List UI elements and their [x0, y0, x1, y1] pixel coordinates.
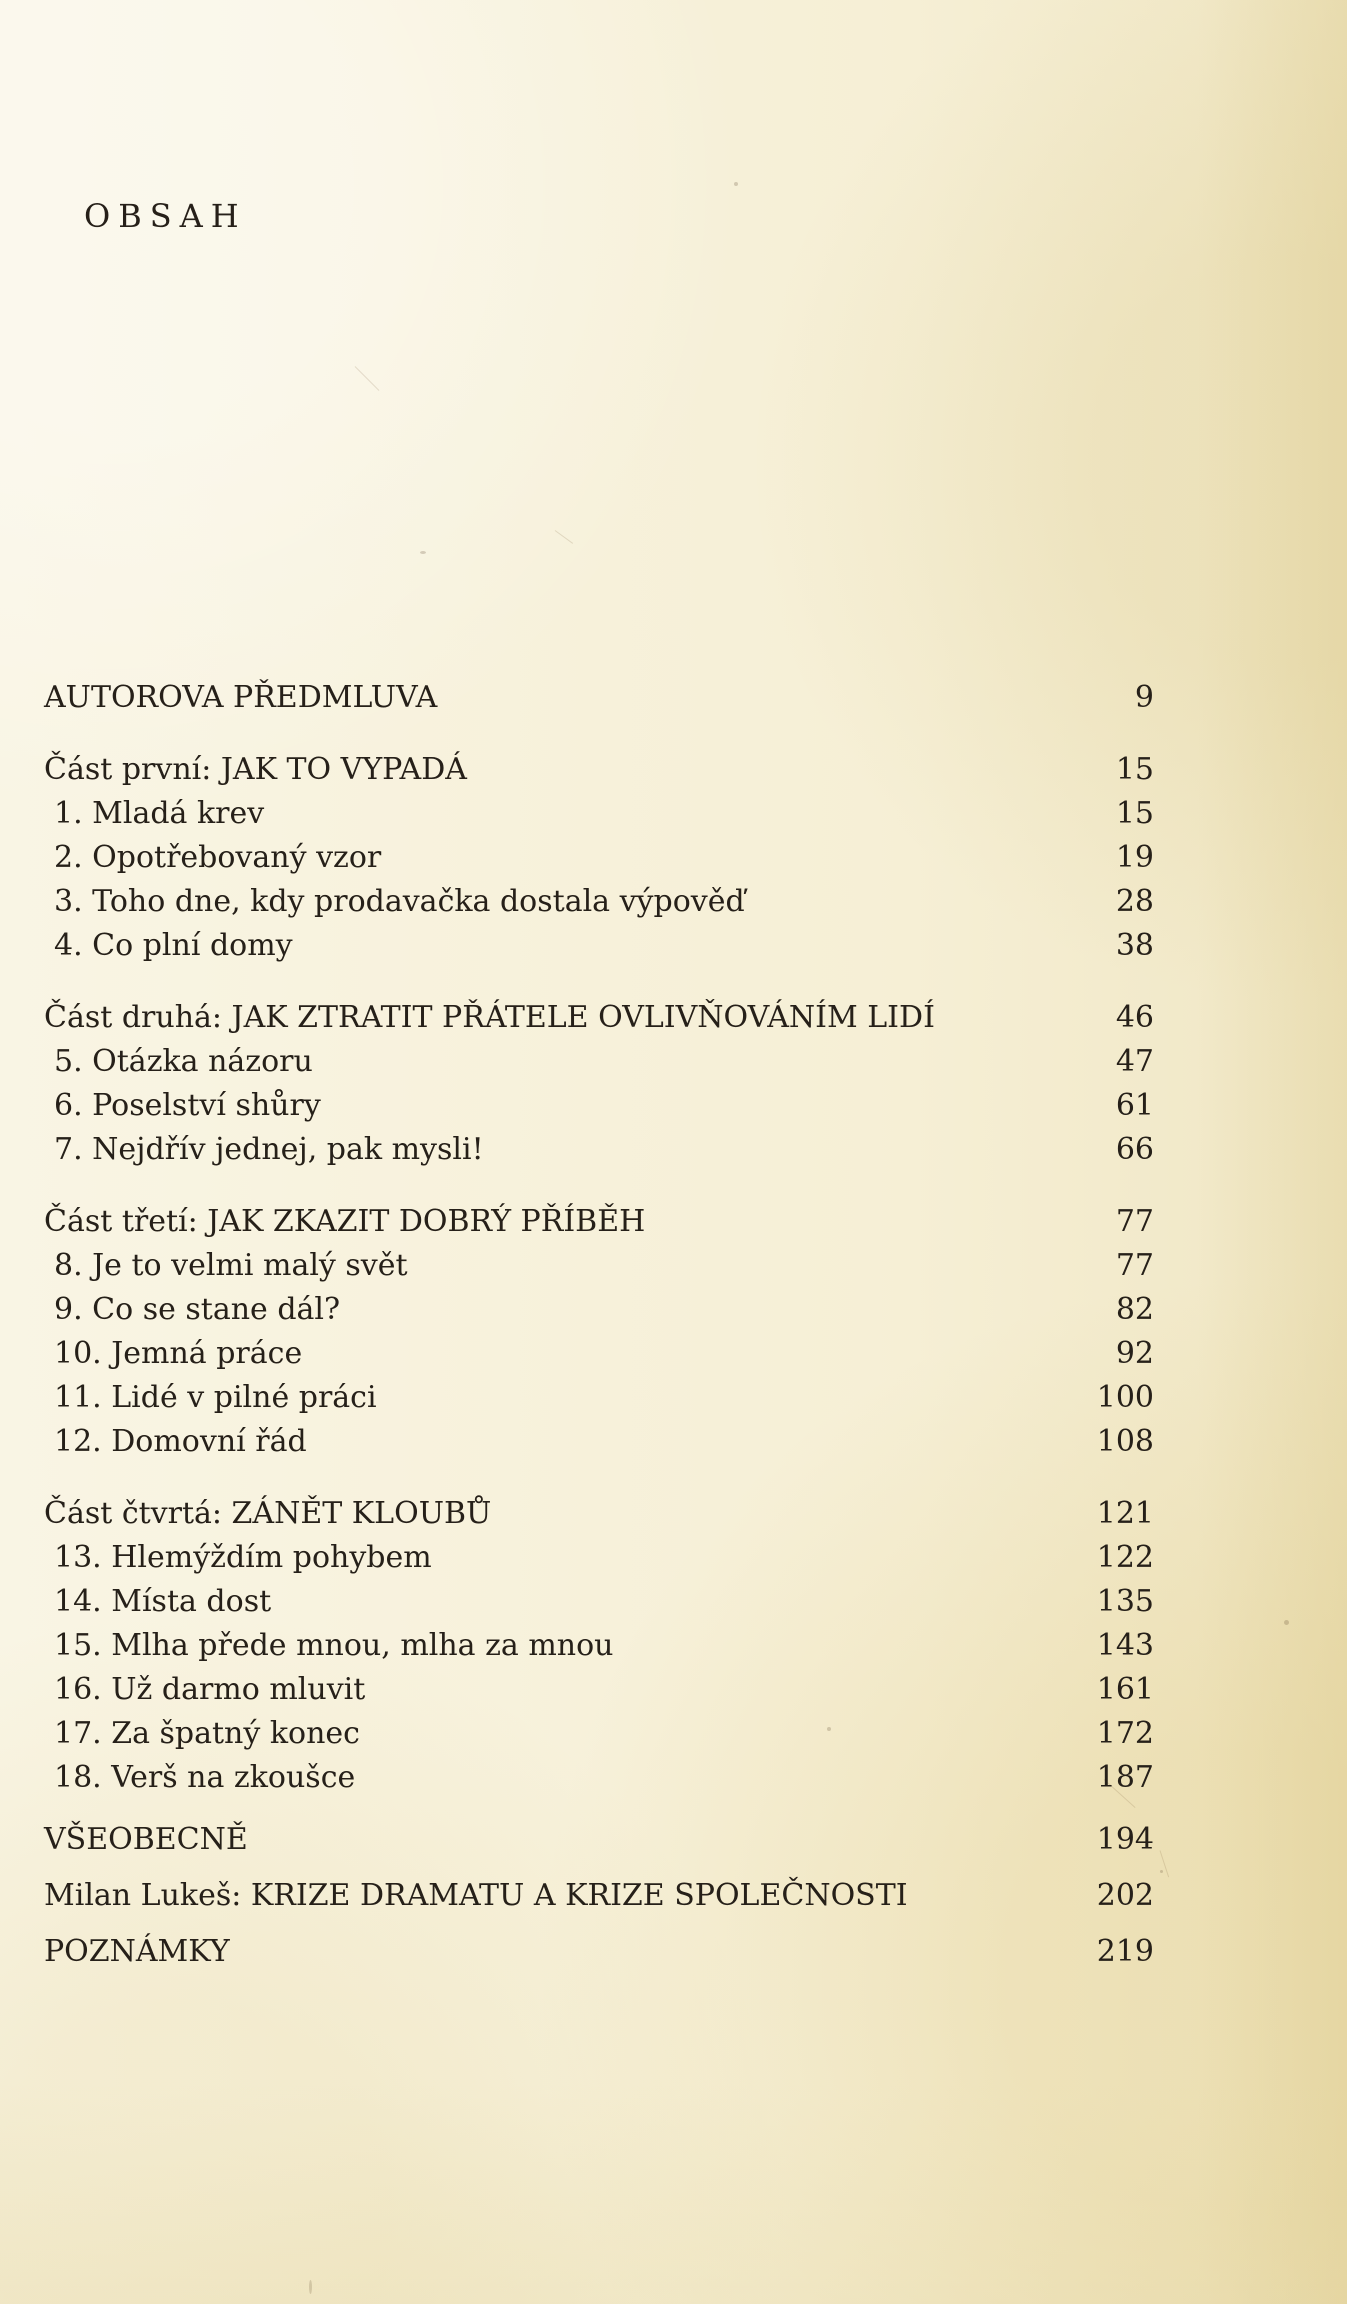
toc-row-poznamky [44, 1930, 1154, 1974]
toc-page-number: 28 [1115, 884, 1154, 919]
toc-row-5 [44, 1040, 1154, 1084]
toc-page-number: 15 [1115, 752, 1154, 787]
toc-page-number: 19 [1115, 840, 1154, 875]
toc-row-12 [44, 1420, 1154, 1464]
toc-label: 1. Mladá krev [54, 796, 265, 831]
toc-row-part-two [44, 996, 1154, 1040]
toc-page-number: 194 [1096, 1822, 1154, 1857]
toc-row-16 [44, 1668, 1154, 1712]
toc-label: 14. Místa dost [54, 1584, 272, 1619]
toc-page-number: 172 [1096, 1716, 1154, 1751]
toc-page-number: 47 [1115, 1044, 1154, 1079]
paper-speck [734, 182, 738, 186]
toc-page-number: 219 [1096, 1934, 1154, 1969]
toc-page-number: 92 [1115, 1336, 1154, 1371]
toc-row-milan-lukes [44, 1874, 1154, 1918]
toc-page-number: 15 [1115, 796, 1154, 831]
toc-label: 5. Otázka názoru [54, 1044, 313, 1079]
toc-page-number: 121 [1096, 1496, 1154, 1531]
toc-page-number: 46 [1115, 1000, 1154, 1035]
toc-label: 13. Hlemýždím pohybem [54, 1540, 432, 1575]
toc-label: 2. Opotřebovaný vzor [54, 840, 382, 875]
toc-row-1 [44, 792, 1154, 836]
toc-label: Část čtvrtá: ZÁNĚT KLOUBŮ [44, 1496, 492, 1531]
paper-scratch [1160, 1850, 1170, 1877]
toc-label: 16. Už darmo mluvit [54, 1672, 366, 1707]
toc-label: Část druhá: JAK ZTRATIT PŘÁTELE OVLIVŇOVÁNÍM LIDÍ [44, 1000, 935, 1035]
toc-label: 3. Toho dne, kdy prodavačka dostala výpověď [54, 884, 745, 919]
toc-section-gap [44, 968, 1154, 996]
toc-label: 6. Poselství shůry [54, 1088, 321, 1123]
toc-page-number: 77 [1115, 1204, 1154, 1239]
toc-row-15 [44, 1624, 1154, 1668]
page-title: OBSAH [84, 197, 247, 235]
toc-label: 10. Jemná práce [54, 1336, 303, 1371]
toc-section-gap [44, 1464, 1154, 1492]
paper-speck [1284, 1620, 1289, 1625]
toc-row-vseobecne [44, 1818, 1154, 1862]
toc-page-number: 66 [1115, 1132, 1154, 1167]
paper-speck [1160, 1870, 1163, 1873]
toc-label: AUTOROVA PŘEDMLUVA [44, 680, 438, 715]
toc-label: 7. Nejdřív jednej, pak mysli! [54, 1132, 484, 1167]
toc-page-number: 9 [1134, 680, 1154, 715]
toc-section-gap [44, 1918, 1154, 1930]
toc-label: VŠEOBECNĚ [44, 1822, 248, 1857]
toc-page-number: 100 [1096, 1380, 1154, 1415]
toc-section-gap [44, 1800, 1154, 1818]
toc-row-autorova-predmluva [44, 676, 1154, 720]
toc-page-number: 122 [1096, 1540, 1154, 1575]
toc-row-4 [44, 924, 1154, 968]
toc-label: 4. Co plní domy [54, 928, 293, 963]
toc-row-part-four [44, 1492, 1154, 1536]
toc-label: 15. Mlha přede mnou, mlha za mnou [54, 1628, 614, 1663]
toc-section-gap [44, 1862, 1154, 1874]
toc-label: 11. Lidé v pilné práci [54, 1380, 377, 1415]
toc-row-13 [44, 1536, 1154, 1580]
paper-speck [420, 551, 426, 554]
toc-label: 17. Za špatný konec [54, 1716, 360, 1751]
toc-page-number: 202 [1096, 1878, 1154, 1913]
toc-page-number: 135 [1096, 1584, 1154, 1619]
toc-label: POZNÁMKY [44, 1934, 230, 1969]
toc-row-part-three [44, 1200, 1154, 1244]
toc-page-number: 108 [1096, 1424, 1154, 1459]
toc-row-7 [44, 1128, 1154, 1172]
toc-row-11 [44, 1376, 1154, 1420]
toc-row-10 [44, 1332, 1154, 1376]
paper-speck [309, 2280, 312, 2294]
toc-page-number: 143 [1096, 1628, 1154, 1663]
toc-row-17 [44, 1712, 1154, 1756]
toc-label: 9. Co se stane dál? [54, 1292, 341, 1327]
paper-scratch [355, 366, 380, 391]
toc-section-gap [44, 1172, 1154, 1200]
toc-page-number: 82 [1115, 1292, 1154, 1327]
toc-row-18 [44, 1756, 1154, 1800]
toc-page-number: 38 [1115, 928, 1154, 963]
toc-label: Část třetí: JAK ZKAZIT DOBRÝ PŘÍBĚH [44, 1204, 646, 1239]
toc-page-number: 161 [1096, 1672, 1154, 1707]
table-of-contents [44, 676, 1154, 1974]
toc-page-number: 187 [1096, 1760, 1154, 1795]
toc-row-2 [44, 836, 1154, 880]
toc-row-9 [44, 1288, 1154, 1332]
toc-row-part-one [44, 748, 1154, 792]
toc-row-8 [44, 1244, 1154, 1288]
toc-label: 18. Verš na zkoušce [54, 1760, 356, 1795]
toc-row-6 [44, 1084, 1154, 1128]
toc-row-3 [44, 880, 1154, 924]
toc-label: 8. Je to velmi malý svět [54, 1248, 408, 1283]
toc-label: Milan Lukeš: KRIZE DRAMATU A KRIZE SPOLEČNOSTI [44, 1878, 908, 1913]
toc-page-number: 61 [1115, 1088, 1154, 1123]
toc-page-number: 77 [1115, 1248, 1154, 1283]
toc-label: 12. Domovní řád [54, 1424, 307, 1459]
toc-label: Část první: JAK TO VYPADÁ [44, 752, 467, 787]
toc-row-14 [44, 1580, 1154, 1624]
paper-scratch [555, 530, 573, 544]
